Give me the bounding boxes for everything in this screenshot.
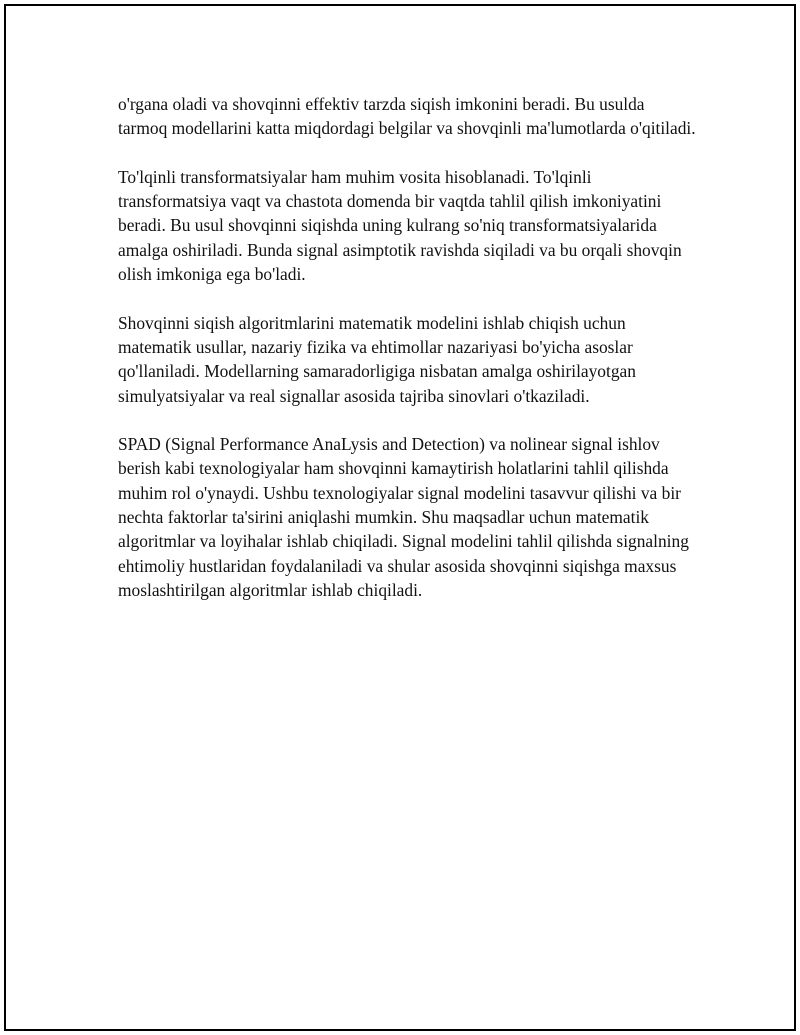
paragraph-2: To'lqinli transformatsiyalar ham muhim vosita hisoblanadi. To'lqinli transformatsiya vaqt va chastota domenda bir vaqtda tahlil qilish imkoniyatini beradi. Bu usul shovqinni siqishda uning kulrang so'niq transformatsiyalarida amalga oshiriladi. Bunda signal asimptotik ravishda siqiladi va bu orqali shovqin olish imkoniga ega bo'ladi. bbox=[118, 166, 682, 285]
paragraph-1: o'rgana oladi va shovqinni effektiv tarzda siqish imkonini beradi. Bu usulda tarmoq modellarini katta miqdordagi belgilar va shovqinli ma'lumotlarda o'qitiladi. bbox=[118, 94, 696, 139]
paragraph-4: SPAD (Signal Performance AnaLysis and Detection) va nolinear signal ishlov berish kabi texnologiyalar ham shovqinni kamaytirish holatlarini tahlil qilishda muhim rol o'ynaydi. Ushbu texnologiyalar signal modelini tasavvur qilishi va bir nechta faktorlar ta'sirini aniqlashi mumkin. Shu maqsadlar uchun matematik algoritmlar va loyihalar ishlab chiqiladi. Signal modelini tahlil qilishda signalning ehtimoliy hustlaridan foydalaniladi va shular asosida shovqinni siqishga maxsus moslashtirilgan algoritmlar ishlab chiqiladi. bbox=[118, 434, 689, 600]
document-body bbox=[118, 92, 698, 627]
paragraph-3: Shovqinni siqish algoritmlarini matematik modelini ishlab chiqish uchun matematik usullar, nazariy fizika va ehtimollar nazariyasi bo'yicha asoslar qo'llaniladi. Modellarning samaradorligiga nisbatan amalga oshirilayotgan simulyatsiyalar va real signallar asosida tajriba sinovlari o'tkaziladi. bbox=[118, 312, 636, 406]
